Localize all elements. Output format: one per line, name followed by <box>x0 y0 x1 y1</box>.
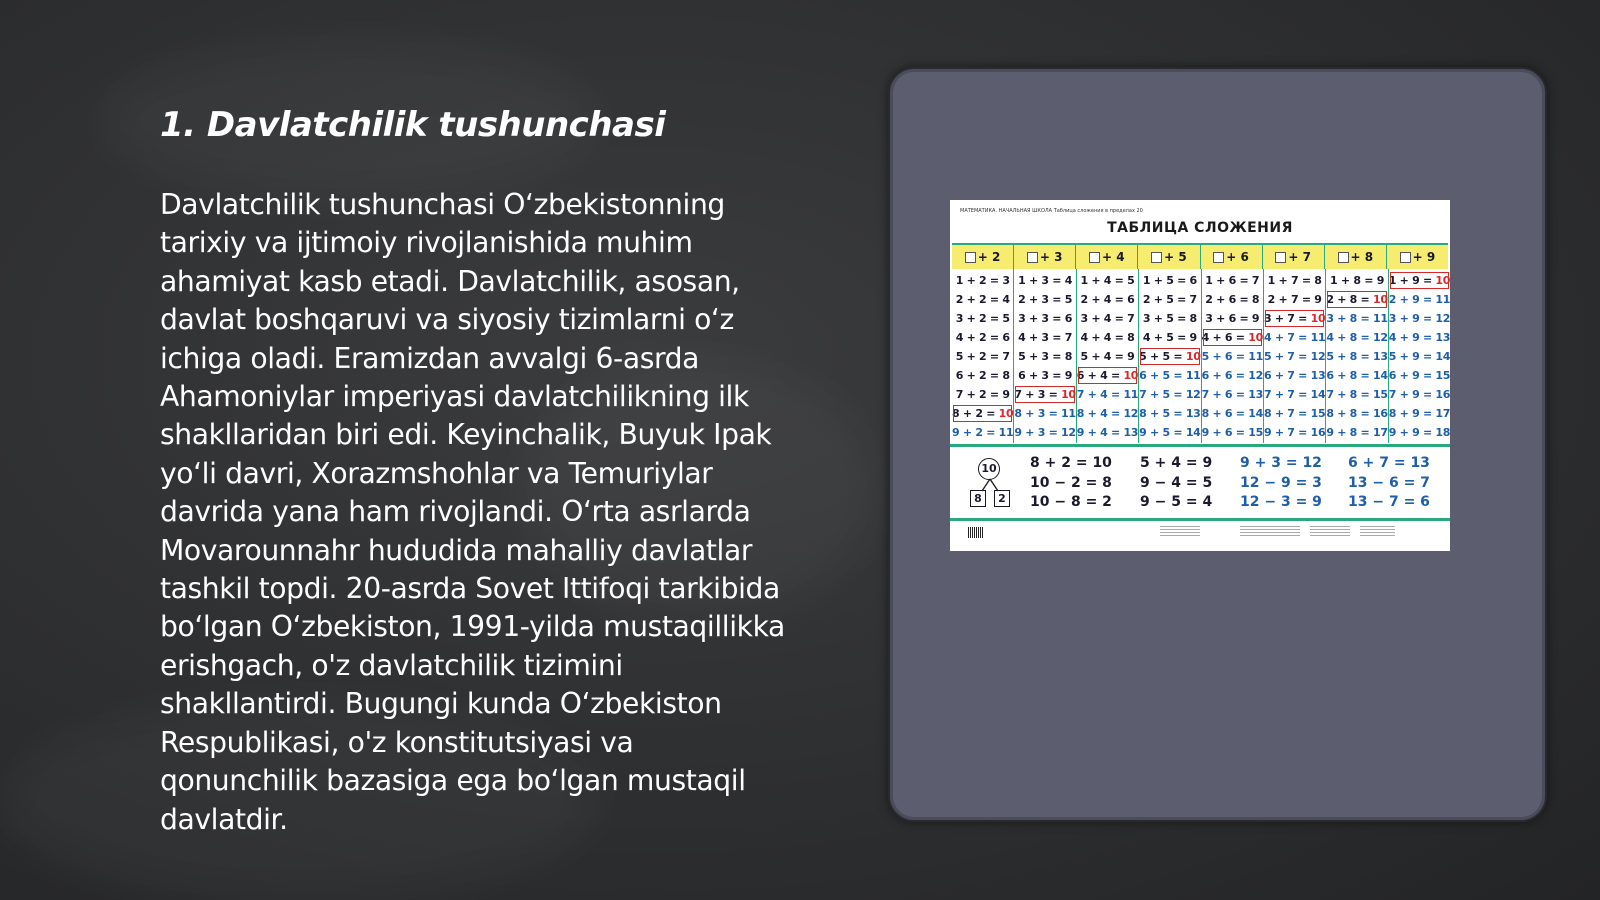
poster-table-column <box>1014 269 1076 443</box>
poster-table-column <box>1326 269 1388 443</box>
poster-table-cell: 8 + 9 = 17 <box>1388 407 1450 420</box>
poster-table-cell: 3 + 7 = 10 <box>1264 309 1325 328</box>
poster-table-cell: 4 + 3 = 7 <box>1018 331 1073 344</box>
poster-table-cell: 9 + 7 = 16 <box>1263 426 1326 439</box>
poster-table-cell: 4 + 4 = 8 <box>1080 331 1135 344</box>
poster-header-cell <box>1014 245 1076 269</box>
checkbox-square-icon <box>965 252 976 263</box>
poster-table-cell: 5 + 3 = 8 <box>1018 350 1073 363</box>
poster-table-cell: 7 + 3 = 10 <box>1014 385 1075 404</box>
checkbox-square-icon <box>1338 252 1349 263</box>
poster-table-cell: 8 + 2 = 10 <box>952 404 1013 423</box>
fine-print <box>1240 526 1300 536</box>
poster-table-cell: 2 + 2 = 4 <box>955 293 1010 306</box>
poster-header-cell <box>1201 245 1263 269</box>
poster-header-label: + 6 <box>1226 250 1249 264</box>
poster-example-line: 9 − 4 = 5 <box>1140 474 1213 491</box>
poster-table-cell: 6 + 8 = 14 <box>1326 369 1388 382</box>
poster-table-cell: 8 + 6 = 14 <box>1201 407 1263 420</box>
poster-table-cell: 7 + 9 = 16 <box>1388 388 1450 401</box>
poster-table-cell: 6 + 3 = 9 <box>1018 369 1073 382</box>
poster-table-cell: 9 + 6 = 15 <box>1201 426 1263 439</box>
fine-print <box>1310 526 1350 536</box>
poster-table-column <box>952 269 1014 443</box>
poster-table-cell: 2 + 4 = 6 <box>1080 293 1135 306</box>
poster-example-line: 9 − 5 = 4 <box>1140 494 1213 510</box>
poster-table-cell: 9 + 5 = 14 <box>1139 426 1201 439</box>
poster-table-cell: 1 + 4 = 5 <box>1080 274 1135 287</box>
poster-header-label: + 3 <box>1039 250 1063 264</box>
poster-table-cell: 4 + 7 = 11 <box>1263 331 1326 344</box>
poster-example-line: 13 − 7 = 6 <box>1348 494 1430 510</box>
poster-header-label: + 9 <box>1412 250 1436 264</box>
poster-table-cell: 7 + 5 = 12 <box>1139 388 1201 401</box>
poster-table-cell: 9 + 8 = 17 <box>1326 426 1388 439</box>
split-square-right: 2 <box>994 490 1010 507</box>
poster-table-cell: 1 + 5 = 6 <box>1142 274 1197 287</box>
poster-header-cell <box>952 245 1014 269</box>
poster-table-cell: 8 + 3 = 11 <box>1014 407 1076 420</box>
highlighted-ten: 10 <box>1435 274 1450 287</box>
poster-table-cell: 7 + 6 = 13 <box>1201 388 1263 401</box>
poster-table-cell: 4 + 8 = 12 <box>1326 331 1388 344</box>
poster-table-cell: 5 + 8 = 13 <box>1326 350 1388 363</box>
poster-table-cell: 4 + 6 = 10 <box>1202 328 1263 347</box>
highlighted-ten: 10 <box>1123 369 1139 382</box>
checkbox-square-icon <box>1027 252 1038 263</box>
paragraph-line: Davlatchilik tushunchasi O‘zbekistonning <box>160 188 725 221</box>
poster-table-cell: 9 + 4 = 13 <box>1076 426 1139 439</box>
poster-table-cell: 1 + 2 = 3 <box>955 274 1010 287</box>
poster-table-cell: 5 + 6 = 11 <box>1201 350 1263 363</box>
poster-table-cell: 4 + 9 = 13 <box>1388 331 1450 344</box>
poster-header-cell <box>1387 245 1448 269</box>
poster-table-cell: 4 + 2 = 6 <box>955 331 1010 344</box>
poster-table-cell: 9 + 3 = 12 <box>1014 426 1076 439</box>
poster-example-line: 6 + 7 = 13 <box>1348 455 1430 471</box>
poster-bottom-divider <box>950 518 1450 521</box>
paragraph-line: Respublikasi, o'z konstitutsiyasi va <box>160 725 634 759</box>
poster-table-cell: 3 + 6 = 9 <box>1205 312 1260 325</box>
checkbox-square-icon <box>1213 252 1224 263</box>
fine-print <box>1360 526 1395 536</box>
poster-header-row <box>952 243 1448 269</box>
checkbox-square-icon <box>1089 252 1100 263</box>
slide-paragraph <box>160 186 850 839</box>
poster-table-cell: 8 + 7 = 15 <box>1263 407 1326 420</box>
poster-example-column <box>1240 454 1322 513</box>
paragraph-line: yo‘li davri, Xorazmshohlar va Temuriylar <box>160 456 713 490</box>
poster-example-line: 10 − 2 = 8 <box>1030 474 1112 491</box>
paragraph-line: erishgach, o'z davlatchilik tizimini <box>160 648 623 682</box>
paragraph-line: qonunchilik bazasiga ega bo‘lgan mustaqil <box>160 764 746 798</box>
paragraph-line: davlatdir. <box>160 802 288 836</box>
poster-table-cell: 5 + 7 = 12 <box>1263 350 1326 363</box>
poster-table-column <box>1202 269 1264 443</box>
poster-table-cell: 8 + 5 = 13 <box>1139 407 1201 420</box>
poster-table-cell: 6 + 2 = 8 <box>955 369 1010 382</box>
highlighted-ten: 10 <box>1061 388 1076 401</box>
poster-table-cell: 2 + 3 = 5 <box>1018 293 1073 306</box>
poster-header-cell <box>1138 245 1200 269</box>
paragraph-line: bo‘lgan O‘zbekiston, 1991-yilda mustaqillikka <box>160 610 785 644</box>
highlighted-ten: 10 <box>1310 312 1326 325</box>
paragraph-line: ichiga oladi. Eramizdan avvalgi 6-asrda <box>160 341 700 375</box>
poster-table-cell: 1 + 9 = 10 <box>1389 271 1450 290</box>
ten-circle-icon: 10 <box>978 458 1000 480</box>
paragraph-line: Ahamoniylar imperiyasi davlatchilikning ilk <box>160 380 749 414</box>
paragraph-line: shakllaridan biri edi. Keyinchalik, Buyuk Ipak <box>160 418 772 452</box>
poster-table-column <box>1139 269 1201 443</box>
fine-print <box>1160 526 1200 536</box>
poster-header-cell <box>1263 245 1325 269</box>
poster-table-cell: 2 + 9 = 11 <box>1388 293 1450 306</box>
poster-table-cell: 5 + 5 = 10 <box>1139 347 1200 366</box>
addition-table-poster <box>950 200 1450 551</box>
poster-table-grid <box>952 269 1448 443</box>
poster-example-column <box>1348 454 1430 513</box>
poster-table-cell: 5 + 2 = 7 <box>955 350 1010 363</box>
poster-table-column <box>1389 269 1450 443</box>
poster-table-cell: 8 + 8 = 16 <box>1326 407 1388 420</box>
poster-header-cell <box>1076 245 1138 269</box>
paragraph-line: davrida yana ham rivojlandi. O‘rta asrlarda <box>160 495 751 529</box>
poster-table-cell: 6 + 4 = 10 <box>1077 366 1138 385</box>
poster-table-cell: 1 + 7 = 8 <box>1267 274 1322 287</box>
poster-example-line: 10 − 8 = 2 <box>1030 494 1112 510</box>
poster-table-cell: 4 + 5 = 9 <box>1142 331 1197 344</box>
poster-table-cell: 7 + 4 = 11 <box>1076 388 1139 401</box>
poster-example-line: 9 + 3 = 12 <box>1240 455 1322 471</box>
poster-table-cell: 3 + 8 = 11 <box>1326 312 1388 325</box>
poster-table-cell: 9 + 2 = 11 <box>952 426 1014 439</box>
poster-example-column <box>1140 454 1212 513</box>
poster-table-cell: 6 + 6 = 12 <box>1201 369 1263 382</box>
poster-table-cell: 6 + 9 = 15 <box>1388 369 1450 382</box>
paragraph-line: shakllantirdi. Bugungi kunda O‘zbekiston <box>160 687 722 721</box>
poster-example-column <box>1030 454 1112 513</box>
poster-table-cell: 7 + 7 = 14 <box>1263 388 1326 401</box>
barcode-icon <box>968 527 984 538</box>
paragraph-line: tarixiy va ijtimoiy rivojlanishida muhim <box>160 226 693 260</box>
highlighted-ten: 10 <box>998 407 1014 420</box>
poster-table-cell: 9 + 9 = 18 <box>1388 426 1450 439</box>
poster-table-cell: 3 + 9 = 12 <box>1388 312 1450 325</box>
poster-examples <box>950 450 1450 514</box>
poster-table-cell: 7 + 2 = 9 <box>955 388 1010 401</box>
checkbox-square-icon <box>1400 252 1411 263</box>
poster-header-label: + 8 <box>1350 250 1374 264</box>
paragraph-line: ahamiyat kasb etadi. Davlatchilik, asosan, <box>160 264 740 298</box>
poster-table-cell: 2 + 6 = 8 <box>1205 293 1260 306</box>
poster-table-cell: 3 + 2 = 5 <box>955 312 1010 325</box>
poster-table-cell: 1 + 8 = 9 <box>1330 274 1385 287</box>
slide-title: 1. Davlatchilik tushunchasi <box>160 105 666 145</box>
poster-table-cell: 5 + 4 = 9 <box>1080 350 1135 363</box>
poster-table-cell: 8 + 4 = 12 <box>1076 407 1139 420</box>
poster-table-cell: 6 + 5 = 11 <box>1139 369 1201 382</box>
poster-table-cell: 3 + 4 = 7 <box>1080 312 1135 325</box>
poster-table-cell: 3 + 5 = 8 <box>1142 312 1197 325</box>
highlighted-ten: 10 <box>1185 350 1201 363</box>
poster-title: ТАБЛИЦА СЛОЖЕНИЯ <box>1107 220 1293 236</box>
poster-table-cell: 5 + 9 = 14 <box>1388 350 1450 363</box>
poster-example-line: 5 + 4 = 9 <box>1140 455 1213 471</box>
poster-table-column <box>1077 269 1139 443</box>
poster-table-cell: 2 + 5 = 7 <box>1142 293 1197 306</box>
poster-header-label: + 7 <box>1288 250 1311 264</box>
poster-table-cell: 2 + 7 = 9 <box>1267 293 1322 306</box>
poster-table-column <box>1264 269 1326 443</box>
poster-header-label: + 5 <box>1164 250 1187 264</box>
poster-table-cell: 2 + 8 = 10 <box>1326 290 1387 309</box>
poster-header-label: + 2 <box>977 250 1001 264</box>
paragraph-line: tashkil topdi. 20-asrda Sovet Ittifoqi tarkibida <box>160 572 780 606</box>
paragraph-line: davlat boshqaruvi va siyosiy tizimlarni o‘z <box>160 303 734 337</box>
highlighted-ten: 10 <box>1248 331 1263 344</box>
paragraph-line: Movarounnahr hududida mahalliy davlatlar <box>160 533 753 567</box>
poster-example-line: 13 − 6 = 7 <box>1348 474 1430 491</box>
checkbox-square-icon <box>1275 252 1286 263</box>
poster-table-cell: 1 + 3 = 4 <box>1018 274 1073 287</box>
highlighted-ten: 10 <box>1373 293 1388 306</box>
poster-divider <box>950 444 1450 447</box>
poster-example-line: 12 − 9 = 3 <box>1240 474 1322 491</box>
poster-top-caption: МАТЕМАТИКА. НАЧАЛЬНАЯ ШКОЛА Таблица сложения в пределах 20 <box>960 208 1143 214</box>
poster-header-cell <box>1325 245 1387 269</box>
poster-table-cell: 6 + 7 = 13 <box>1263 369 1326 382</box>
poster-example-line: 8 + 2 = 10 <box>1030 455 1112 471</box>
checkbox-square-icon <box>1151 252 1162 263</box>
split-square-left: 8 <box>970 490 986 507</box>
poster-table-cell: 7 + 8 = 15 <box>1326 388 1388 401</box>
poster-example-line: 12 − 3 = 9 <box>1240 494 1322 510</box>
poster-header-label: + 4 <box>1102 250 1125 264</box>
poster-table-cell: 1 + 6 = 7 <box>1205 274 1260 287</box>
poster-table-cell: 3 + 3 = 6 <box>1018 312 1073 325</box>
